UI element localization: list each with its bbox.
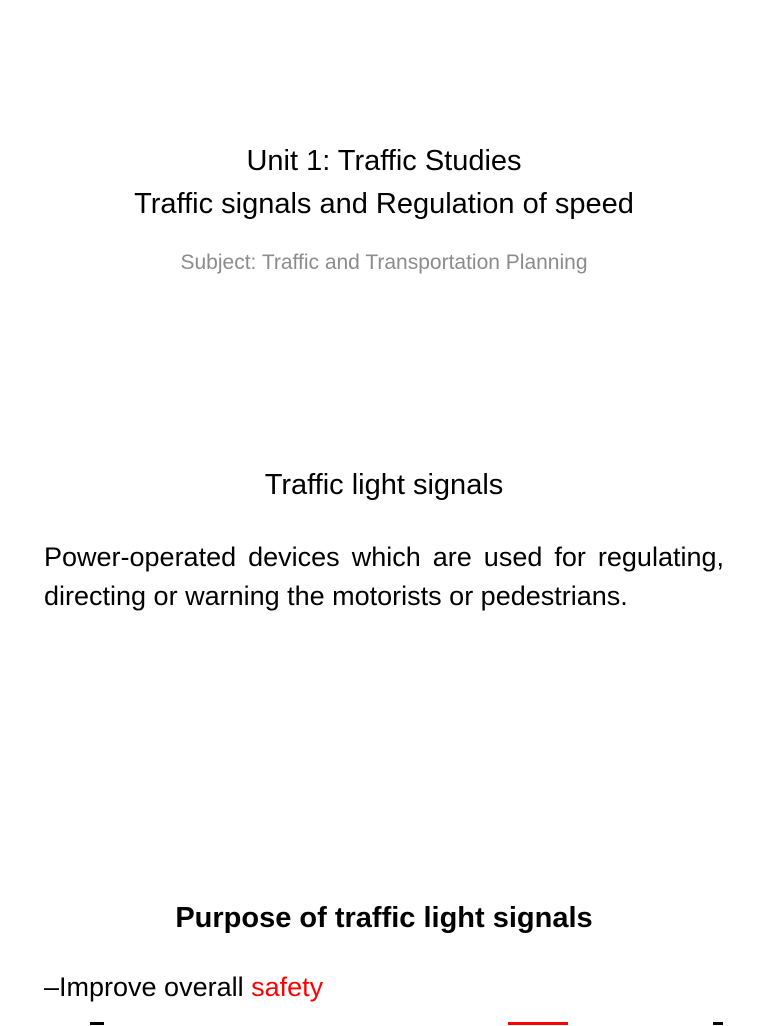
purpose-item-prefix: –Improve overall	[44, 972, 252, 1002]
title-line-1: Unit 1: Traffic Studies	[246, 145, 522, 177]
title-line-2: Traffic signals and Regulation of speed	[134, 188, 634, 220]
purpose-item-highlight: safety	[251, 972, 324, 1002]
purpose-item	[44, 972, 323, 1003]
slide-title	[0, 140, 768, 226]
purpose-heading: Purpose of traffic light signals	[175, 902, 593, 934]
section-heading: Traffic light signals	[264, 469, 504, 501]
definition-text: Power-operated devices which are used for regulating, directing or warning the motorists or pedestrians.	[44, 542, 724, 611]
slide-subtitle: Subject: Traffic and Transportation Planning	[180, 251, 588, 274]
